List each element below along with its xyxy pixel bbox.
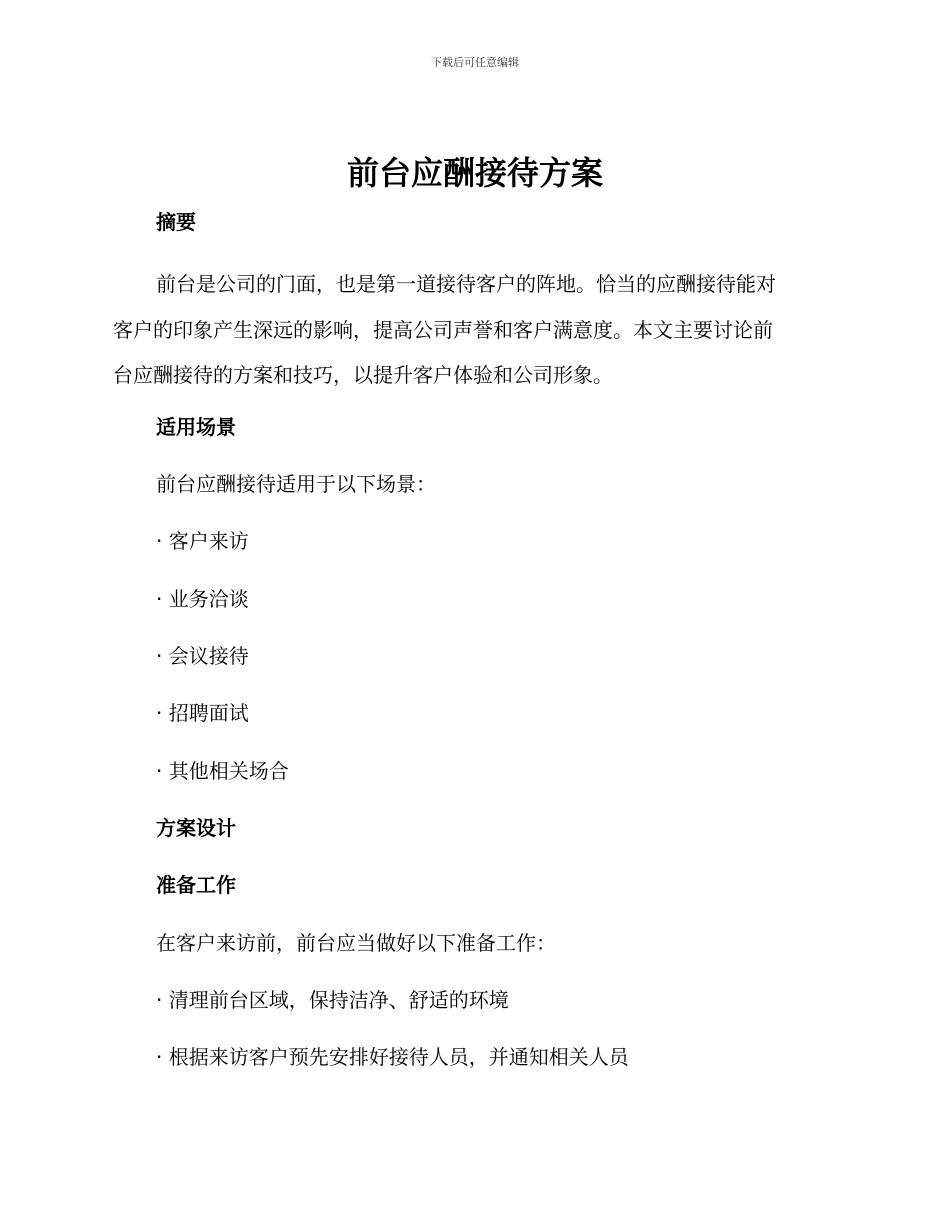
scenes-heading: 适用场景 xyxy=(156,415,236,439)
list-item: · 客户来访 xyxy=(156,529,249,553)
list-item: · 其他相关场合 xyxy=(156,759,289,783)
abstract-line: 客户的印象产生深远的影响，提高公司声誉和客户满意度。本文主要讨论前 xyxy=(113,317,773,342)
abstract-line: 台应酬接待的方案和技巧，以提升客户体验和公司形象。 xyxy=(113,363,613,387)
header-note: 下载后可任意编辑 xyxy=(431,56,519,69)
document-title: 前台应酬接待方案 xyxy=(346,154,603,192)
list-item: · 清理前台区域，保持洁净、舒适的环境 xyxy=(156,988,509,1012)
list-item: · 业务洽谈 xyxy=(156,587,249,611)
prep-heading: 准备工作 xyxy=(156,873,236,897)
list-item: · 招聘面试 xyxy=(156,701,249,725)
prep-intro: 在客户来访前，前台应当做好以下准备工作： xyxy=(156,931,556,955)
design-heading: 方案设计 xyxy=(156,816,236,840)
abstract-heading: 摘要 xyxy=(156,210,196,234)
abstract-paragraph xyxy=(113,262,843,399)
abstract-line: 前台是公司的门面，也是第一道接待客户的阵地。恰当的应酬接待能对 xyxy=(156,272,776,296)
list-item: · 会议接待 xyxy=(156,644,249,668)
scenes-intro: 前台应酬接待适用于以下场景： xyxy=(156,472,436,496)
list-item: · 根据来访客户预先安排好接待人员，并通知相关人员 xyxy=(156,1045,629,1069)
